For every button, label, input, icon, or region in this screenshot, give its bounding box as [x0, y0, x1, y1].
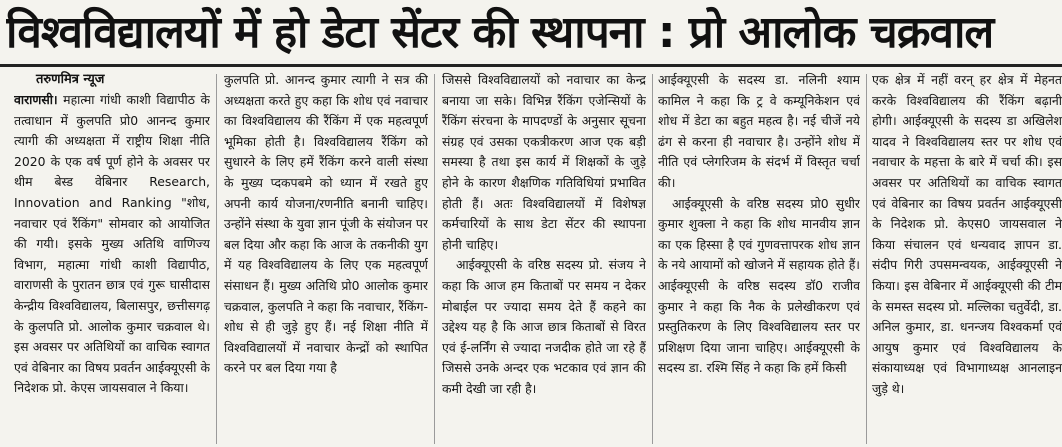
- article-paragraph: कुलपति प्रो. आनन्द कुमार त्यागी ने सत्र की अध्यक्षता करते हुए कहा कि शोध एवं नवाचार का विश्वविद्यालय की रैंकिंग में एक महत्वपूर्ण भूमिका होती है। विश्वविद्यालय रैंकिंग को सुधारने के लिए हमें रैंकिंग करने वाली संस्था के मुख्य प्दकपबमे को ध्यान में रखते हुए अपनी कार्य योजना/रणनीति बनानी चाहिए। उन्होंने संस्था के युवा ज्ञान पूंजी के संयोजन पर बल दिया और कहा कि आज के तकनीकी युग में यह विश्वविद्यालय के लिए एक महत्वपूर्ण संसाधन हैं। मुख्य अतिथि प्रो0 आलोक कुमार चक्रवाल, कुलपति ने कहा कि नवाचार, रैंकिंग-शोध से ही जुड़े हुए हैं। नई शिक्षा नीति में विश्वविद्यालयों में नवाचार केन्द्रों को स्थापित करने पर बल दिया गया है: [224, 72, 428, 376]
- article-paragraph: [14, 90, 210, 399]
- article-paragraph: आईक्यूएसी के वरिष्ठ सदस्य प्रो0 सुधीर कुमार शुक्ला ने कहा कि शोध मानवीय ज्ञान का एक हिस्सा है एवं गुणवत्तापरक शोध ज्ञान के नये आयामों को खोजने में सहायक होते हैं। आईक्यूएसी के वरिष्ठ सदस्य डॉ0 राजीव कुमार ने कहा कि नैक के प्रलेखीकरण एवं प्रस्तुतिकरण के लिए विश्वविद्यालय स्तर पर प्रशिक्षण दिया जाना चाहिए। आईक्यूएसी के सदस्य डा. रश्मि सिंह ने कहा कि हमें किसी: [658, 195, 860, 376]
- article-paragraph: आईक्यूएसी के सदस्य डा. नलिनी श्याम कामिल ने कहा कि ट्र वे कम्यूनिकेशन एवं शोध में डेटा का बहुत महत्व है। नई चीजें नये ढंग से करना ही नवाचार है। उन्होंने शोध में नीति एवं प्लेगरिजम के संदर्भ में विस्तृत चर्चा की।: [658, 72, 860, 190]
- article-body: [0, 70, 1062, 447]
- headline-rule: [0, 64, 1062, 67]
- headline: विश्वविद्यालयों में हो डेटा सेंटर की स्थापना : प्रो आलोक चक्रवाल: [6, 7, 994, 58]
- article-column-1: [14, 70, 210, 447]
- paragraph-text: महात्मा गांधी काशी विद्यापीठ के तत्वाधान में कुलपति प्रो0 आनन्द कुमार त्यागी की अध्यक्षता में राष्ट्रीय शिक्षा नीति 2020 के एक वर्ष पूर्ण होने के अवसर पर थीम बेस्ड वेबिनार Research, Innovation and Ranking "शोध, नवाचार एवं रैंकिंग" सोमवार को आयोजित की गयी। इसके मुख्य अतिथि वाणिज्य विभाग, महात्मा गांधी काशी विद्यापीठ, वाराणसी के पुरातन छात्र एवं गुरू घासीदास केन्द्रीय विश्वविद्यालय, बिलासपुर, छत्तीसगढ़ के कुलपति प्रो. आलोक कुमार चक्रवाल थे। इस अवसर पर अतिथियों का वाचिक स्वागत एवं वेबिनार का विषय प्रवर्तन आईक्यूएसी के निदेशक प्रो. केएस जायसवाल ने किया।: [14, 92, 210, 396]
- article-column-2: [224, 70, 428, 447]
- article-column-3: [442, 70, 646, 447]
- byline: तरुणमित्र न्यूज: [36, 72, 105, 87]
- article-column-5: [872, 70, 1062, 447]
- article-paragraph: जिससे विश्वविद्यालयों को नवाचार का केन्द्र बनाया जा सके। विभिन्न रैंकिंग एजेन्सियों के रैंकिंग संरचना के मापदण्डों के अनुसार सूचना संग्रह एवं उसका एकत्रीकरण आज एक बड़ी समस्या है तथा इस कार्य में शिक्षकों के जुड़े होने के कारण शैक्षणिक गतिविधियां प्रभावित होती हैं। अतः विश्वविद्यालयों में विशेषज्ञ कर्मचारियों के साथ डेटा सेंटर की स्थापना होनी चाहिए।: [442, 72, 646, 252]
- article-paragraph: आईक्यूएसी के वरिष्ठ सदस्य प्रो. संजय ने कहा कि आज हम किताबों पर समय न देकर मोबाईल पर ज्यादा समय देते हैं कहने का उद्देश्य यह है कि आज छात्र किताबों से विरत एवं ई-लर्निंग से ज्यादा नजदीक होते जा रहे हैं जिससे उनके अन्दर एक भटकाव एवं ज्ञान की कमी देखी जा रही है।: [442, 257, 646, 396]
- article-column-4: [658, 70, 860, 447]
- article-paragraph: एक क्षेत्र में नहीं वरन् हर क्षेत्र में मेहनत करके विश्वविद्यालय की रैंकिंग बढ़ानी होगी। आईक्यूएसी के सदस्य डा अखिलेश यादव ने विश्वविद्यालय स्तर पर शोध एवं नवाचार के महत्ता के बारे में चर्चा की। इस अवसर पर अतिथियों का वाचिक स्वागत एवं वेबिनार का विषय प्रवर्तन आईक्यूएसी के निदेशक प्रो. केएस0 जायसवाल ने किया संचालन एवं धन्यवाद ज्ञापन डा. संदीप गिरी उपसमन्वयक, आईक्यूएसी ने किया। इस वेबिनार में आईक्यूएसी की टीम के समस्त सदस्य प्रो. मल्लिका चतुर्वेदी, डा. अनिल कुमार, डा. धनन्जय विश्वकर्मा एवं आयुष कुमार एवं विश्वविद्यालय के संकायाध्यक्ष एवं विभागाध्यक्ष आनलाइन जुड़े थे।: [872, 72, 1062, 396]
- dateline: वाराणसी।: [14, 92, 58, 107]
